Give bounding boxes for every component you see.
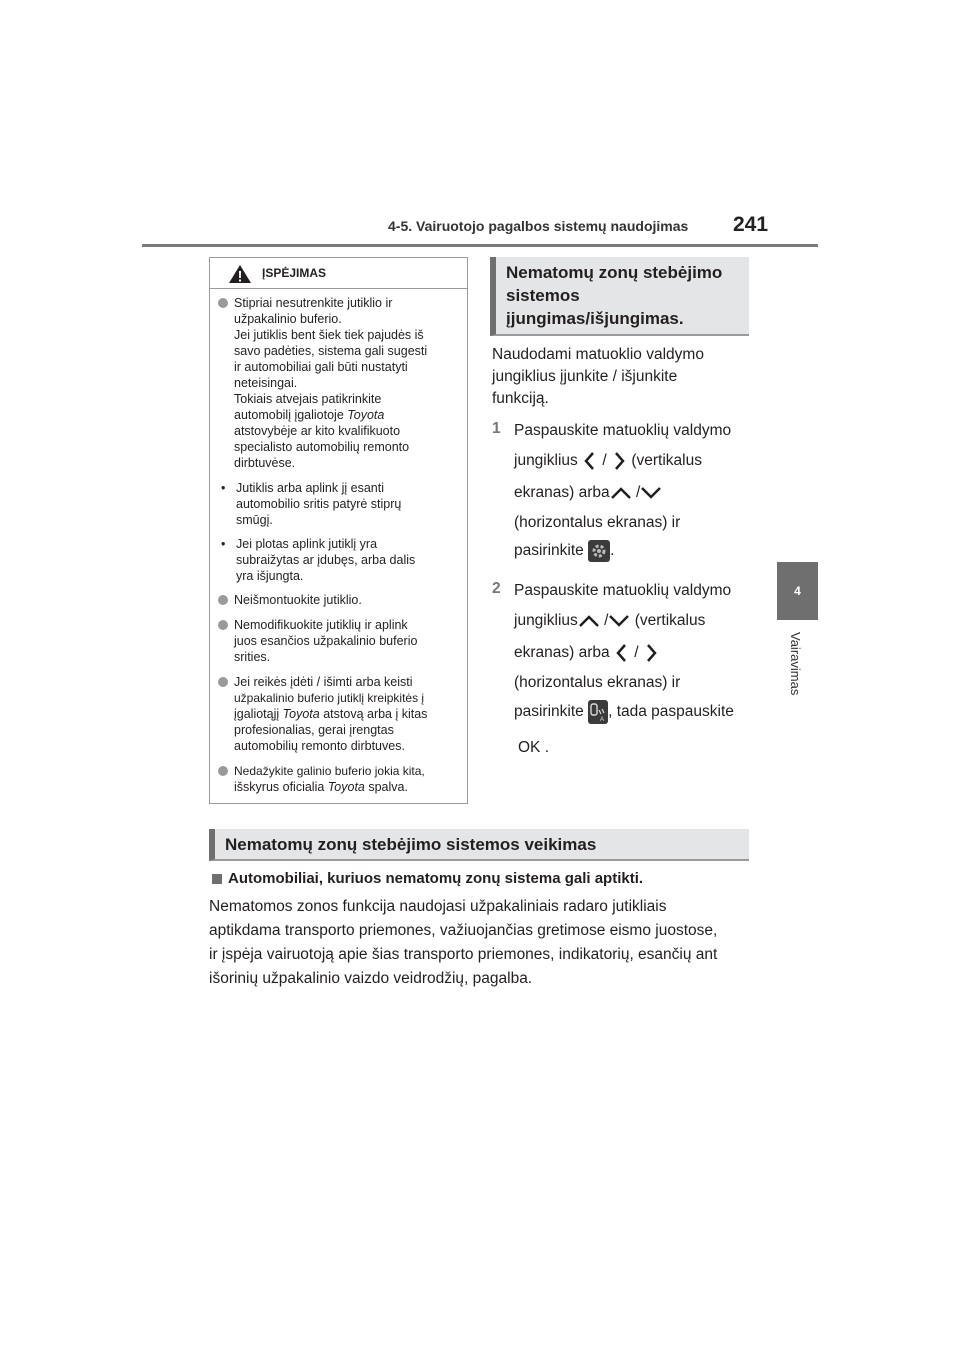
chapter-tab: 4 (777, 562, 818, 620)
warning-item: Nemodifikuokite jutiklių ir aplink juos esančios užpakalinio buferio srities. (218, 617, 459, 665)
warning-triangle-icon (228, 264, 252, 284)
intro-line: Naudodami matuoklio valdymo (492, 346, 704, 363)
chevron-left-icon (582, 451, 598, 471)
warning-subitem: • Jutiklis arba aplink jį esanti automobilio sritis patyrė stiprų smūgį. (221, 481, 402, 527)
body-paragraph: Nematomos zonos funkcija naudojasi užpakaliniais radaro jutikliais aptikdama transporto priemones, važiuojančias gretimose eismo juostose, ir įspėja vairuotoją apie šias transporto priemones, indikatorių, esančių ant išorinių užpakalinio vaizdo veidrodžių, pagalba. (209, 898, 718, 987)
intro-line: jungiklius įjunkite / išjunkite (492, 368, 678, 385)
gear-icon (588, 540, 610, 562)
warning-item: Nedažykite galinio buferio jokia kita, išskyrus oficialia Toyota spalva. (218, 763, 459, 795)
step-text: (horizontalus ekranas) ir (514, 514, 681, 531)
warning-item: Neišmontuokite jutiklio. (218, 592, 459, 608)
chevron-down-icon (640, 486, 662, 500)
step-text: jungiklius / (vertikalus (514, 612, 706, 629)
section-heading-operation: Nematomų zonų stebėjimo sistemos veikimas (209, 829, 749, 861)
step-text: ekranas) arba / (514, 482, 662, 504)
chevron-up-icon (578, 614, 600, 628)
step-text: jungiklius / (vertikalus (514, 452, 702, 469)
page-number: 241 (733, 213, 769, 236)
warning-box (209, 257, 468, 804)
step-number: 1 (492, 420, 501, 437)
chapter-side-label: Vairavimas (788, 632, 803, 696)
warning-subitem: • Jei plotas aplink jutiklį yra subraižytas ar įdubęs, arba dalis yra išjungta. (221, 537, 416, 583)
bullet-icon (218, 595, 228, 605)
blind-spot-monitor-icon (588, 700, 608, 724)
warning-item: Stipriai nesutrenkite jutiklio ir užpakalinio buferio. Jei jutiklis bent šiek tiek pajudės iš savo padėties, sistema gali sugesti ir automobiliai gali būti nustatyti neteisingai. Tokiais atvejais patikrinkite automobilį įgaliotoje Toyota atstovybėje ar kito kvalifikuoto specialisto automobilių remonto dirbtuvėse. (218, 295, 459, 471)
step-text: OK . (518, 739, 550, 756)
subheading: Automobiliai, kuriuos nematomų zonų sistema gali aptikti. (212, 870, 643, 887)
chevron-up-icon (610, 486, 632, 500)
bullet-icon (218, 298, 228, 308)
step-number: 2 (492, 580, 501, 597)
bullet-icon (218, 766, 228, 776)
chevron-left-icon (614, 643, 630, 663)
header-rule (142, 244, 818, 247)
bullet-icon (218, 620, 228, 630)
section-title: 4-5. Vairuotojo pagalbos sistemų naudojimas (388, 218, 689, 234)
step-text: Paspauskite matuoklių valdymo (514, 422, 732, 439)
warning-item: Jei reikės įdėti / išimti arba keisti užpakalinio buferio jutiklį kreipkitės į įgaliotąjį Toyota atstovą arba į kitas profesionalias, gerai įrengtas automobilių remonto dirbtuves. (218, 674, 459, 754)
chevron-down-icon (608, 614, 630, 628)
square-bullet-icon (212, 874, 222, 884)
chevron-right-icon (611, 451, 627, 471)
bullet-icon (218, 677, 228, 687)
warning-header (210, 258, 467, 289)
svg-text:A: A (600, 717, 605, 723)
step-text: Paspauskite matuoklių valdymo (514, 582, 732, 599)
chevron-right-icon (643, 643, 659, 663)
step-text: (horizontalus ekranas) ir (514, 674, 681, 691)
step-text: pasirinkite . (514, 540, 614, 562)
warning-title: ĮSPĖJIMAS (262, 266, 327, 280)
step-text: pasirinkite A , tada paspauskite (514, 700, 734, 724)
section-heading-toggle: Nematomų zonų stebėjimo sistemos įjungimas/išjungimas. (490, 257, 749, 336)
intro-line: funkciją. (492, 390, 549, 407)
step-text: ekranas) arba / (514, 642, 659, 664)
ok-key-label: OK (518, 739, 541, 756)
